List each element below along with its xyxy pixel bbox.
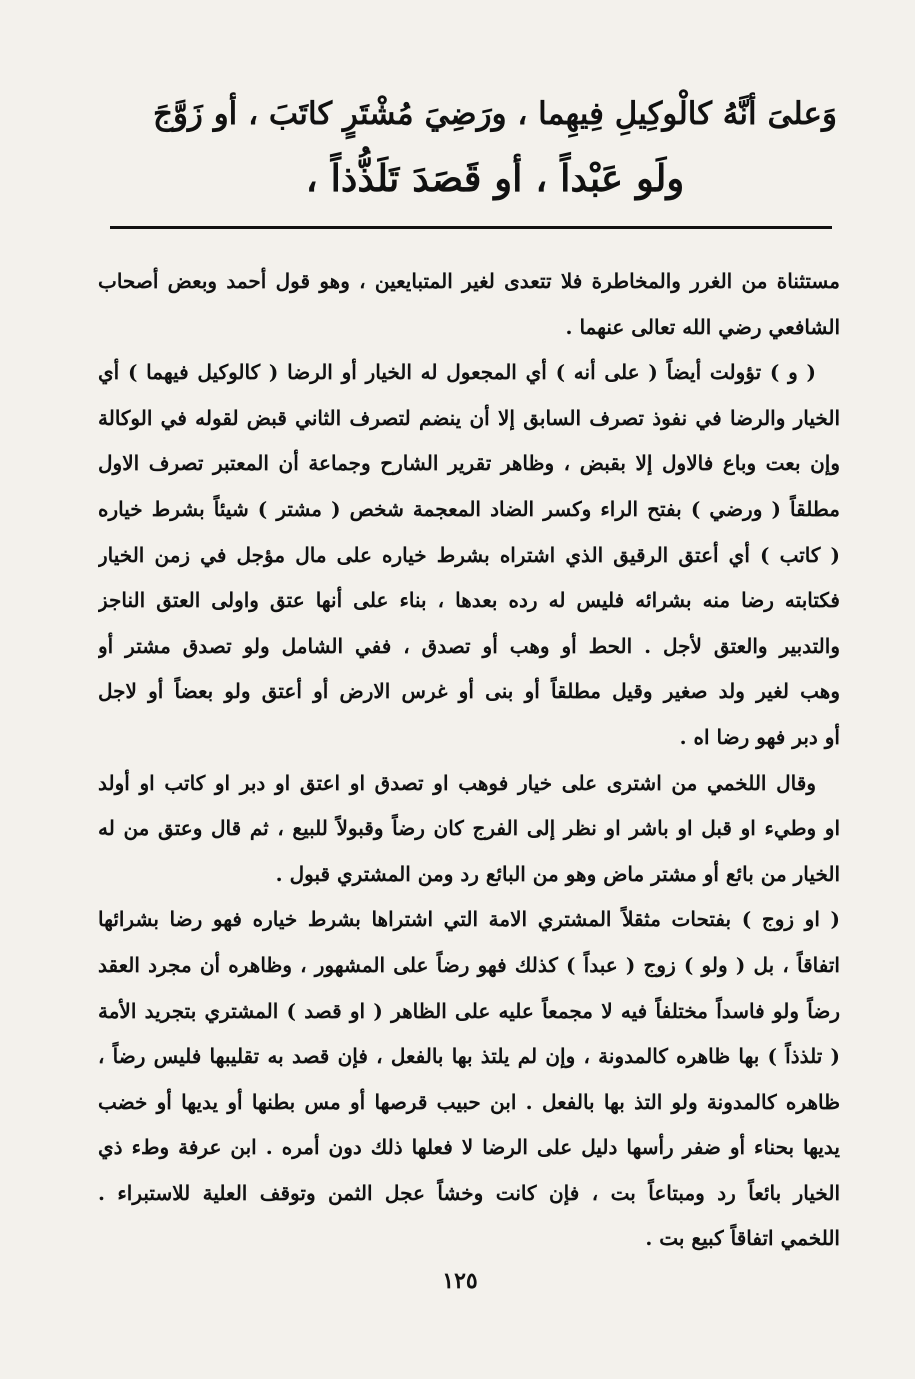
commentary-line: الخيار والرضا في نفوذ تصرف السابق إلا أن ينضم لتصرف الثاني قبض لقوله في الوكالة: [98, 405, 840, 430]
commentary-line: مطلقاً ( ورضي ) بفتح الراء وكسر الضاد المعجمة شخص ( مشتر ) شيئاً بشرط خياره: [98, 496, 840, 521]
commentary-line: فكتابته رضا منه بشرائه فليس له رده بعدها ، بناء على أنها عتق واولى العتق الناجز: [98, 588, 840, 613]
verse-line-2: ولَو عَبْداً ، أو قَصَدَ تَلَذُّذاً ،: [305, 156, 685, 200]
commentary-line: وقال اللخمي من اشترى على خيار فوهب او تصدق او اعتق او دبر او كاتب او أولد: [98, 770, 816, 795]
commentary-line: الشافعي رضي الله تعالى عنهما .: [565, 314, 840, 339]
commentary-line: ( و ) تؤولت أيضاً ( على أنه ) أي المجعول له الخيار أو الرضا ( كالوكيل فيهما ) أي: [98, 360, 816, 385]
page-number: ١٢٥: [442, 1268, 478, 1294]
separator-rule: [110, 226, 832, 229]
commentary-line: مستثناة من الغرر والمخاطرة فلا تتعدى لغير المتبايعين ، وهو قول أحمد وبعض أصحاب: [98, 269, 840, 293]
commentary-line: اللخمي اتفاقاً كبيع بت .: [645, 1226, 840, 1251]
commentary-line: الخيار بائعاً رد ومبتاعاً بت ، فإن كانت وخشاً عجل الثمن وتوقف العلية للاستبراء .: [98, 1180, 840, 1205]
commentary-line: يديها بحناء أو ضفر رأسها دليل على الرضا لا فعلها ذلك دون أمره . ابن عرفة وطء ذي: [98, 1135, 840, 1160]
sharh-commentary: [98, 259, 840, 1262]
commentary-line: ( كاتب ) أي أعتق الرقيق الذي اشتراه بشرط خياره على مال مؤجل في زمن الخيار: [98, 542, 840, 567]
commentary-line: والتدبير والعتق لأجل . الحط أو وهب أو تصدق ، ففي الشامل ولو تصدق مشتر أو: [98, 633, 840, 658]
commentary-line: اتفاقاً ، بل ( ولو ) زوج ( عبداً ) كذلك فهو رضاً على المشهور ، وظاهره أن مجرد العقد: [98, 952, 840, 977]
matn-verse: [150, 82, 840, 210]
verse-line-1: وَعلىَ أنَّهُ كالْوكِيلِ فِيهِما ، ورَضِيَ مُشْتَرٍ كاتَبَ ، أو زَوَّجَ: [152, 96, 838, 132]
commentary-line: ( او زوج ) بفتحات مثقلاً المشتري الامة التي اشتراها بشرط خياره فهو رضا بشرائها: [98, 907, 840, 932]
commentary-line: أو دبر فهو رضا اه .: [679, 724, 840, 749]
commentary-line: ( تلذذاً ) بها ظاهره كالمدونة ، وإن لم يلتذ بها بالفعل ، فإن قصد به تقليبها فليس رضاً ،: [98, 1044, 840, 1069]
commentary-line: الخيار من بائع أو مشتر ماض وهو من البائع رد ومن المشتري قبول .: [275, 861, 840, 886]
commentary-line: ظاهره كالمدونة ولو التذ بها بالفعل . ابن حبيب قرصها أو مس بطنها أو يديها أو خضب: [98, 1089, 840, 1114]
commentary-line: وإن بعت وباع فالاول إلا بقبض ، وظاهر تقرير الشارح وجماعة أن المعتبر تصرف الاول: [98, 451, 840, 476]
commentary-line: رضاً ولو فاسداً مختلفاً فيه لا مجمعاً عليه على الظاهر ( او قصد ) المشتري بتجريد الأمة: [98, 998, 840, 1023]
commentary-line: وهب لغير ولد صغير وقيل مطلقاً أو بنى أو غرس الارض أو أعتق ولو بعضاً أو لاجل: [98, 679, 840, 704]
commentary-line: او وطيء او قبل او باشر او نظر إلى الفرج كان رضاً وقبولاً للبيع ، ثم قال وعتق من له: [98, 816, 840, 841]
